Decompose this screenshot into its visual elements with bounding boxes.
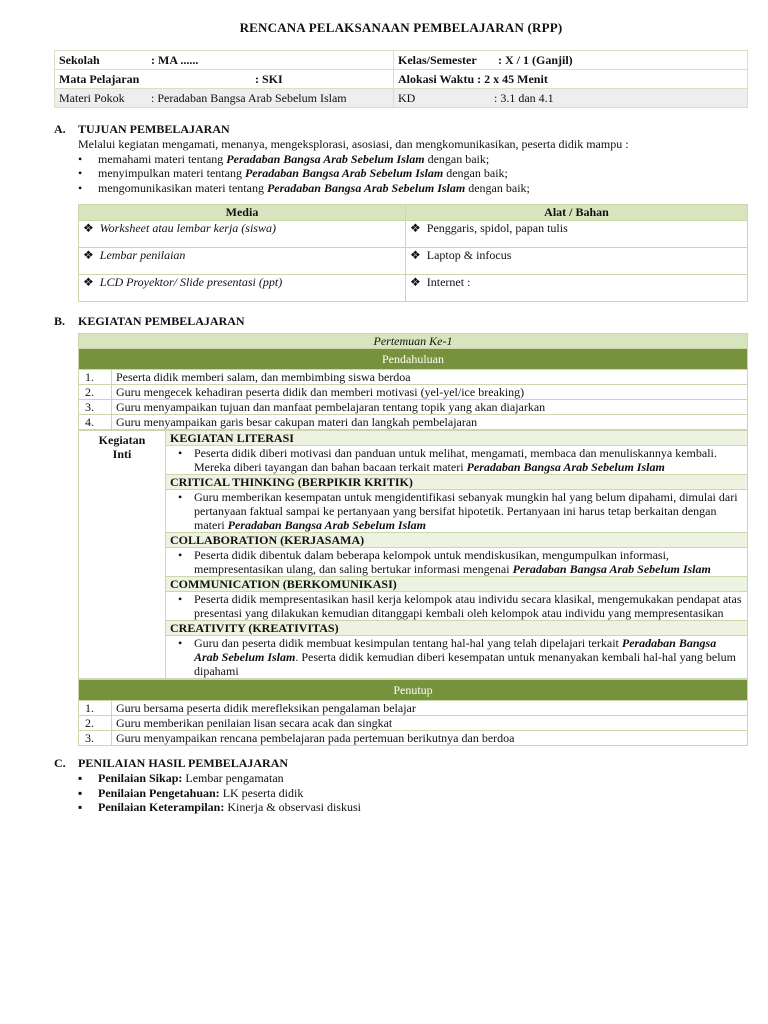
sekolah-value: : MA ...... xyxy=(151,53,199,67)
inti-body xyxy=(166,490,748,533)
section-a-title: TUJUAN PEMBELAJARAN xyxy=(78,122,230,136)
inti-label-line2: Inti xyxy=(112,447,132,461)
kelas-cell xyxy=(394,51,748,70)
table-row xyxy=(79,370,748,385)
alat-text: Internet : xyxy=(426,275,471,289)
info-table xyxy=(54,50,748,108)
tujuan-list xyxy=(54,152,748,196)
row-number: 3. xyxy=(79,731,112,746)
row-text: Peserta didik memberi salam, dan membimbing siswa berdoa xyxy=(112,370,748,385)
inti-text: Peserta didik mempresentasikan hasil kerja kelompok atau individu secara klasikal, mengemukakan pendapat atas presentasi yang dilakukan kemudian ditanggapi kembali oleh kelompok atau individu yang mempresentasikan xyxy=(194,592,742,620)
table-row xyxy=(79,400,748,415)
row-text: Guru bersama peserta didik merefleksikan pengalaman belajar xyxy=(112,701,748,716)
list-item xyxy=(54,800,748,815)
alokasi-label: Alokasi Waktu xyxy=(398,72,475,86)
section-c-title: PENILAIAN HASIL PEMBELAJARAN xyxy=(78,756,289,770)
inti-emphasis: Peradaban Bangsa Arab Sebelum Islam xyxy=(512,562,711,576)
inti-heading: COMMUNICATION (BERKOMUNIKASI) xyxy=(166,577,748,592)
table-row xyxy=(79,701,748,716)
inti-label xyxy=(79,431,166,679)
diamond-icon: ❖ xyxy=(83,221,94,235)
media-text: Worksheet atau lembar kerja (siswa) xyxy=(99,221,276,235)
section-a-letter: A. xyxy=(54,122,66,136)
section-c-letter: C. xyxy=(54,756,66,770)
row-number: 1. xyxy=(79,370,112,385)
item-text: memahami materi tentang xyxy=(98,151,227,166)
inti-text: Guru dan peserta didik membuat kesimpulan tentang hal-hal yang telah dipelajari terkait xyxy=(194,636,622,650)
tujuan-intro: Melalui kegiatan mengamati, menanya, mengeksplorasi, asosiasi, dan mengkomunikasikan, peserta didik mampu : xyxy=(78,137,629,151)
item-text: mengomunikasikan materi tentang xyxy=(98,180,267,195)
row-text: Guru menyampaikan tujuan dan manfaat pembelajaran tentang topik yang akan diajarkan xyxy=(112,400,748,415)
inti-heading: CRITICAL THINKING (BERPIKIR KRITIK) xyxy=(166,475,748,490)
kelas-label: Kelas/Semester xyxy=(398,53,477,67)
row-text: Guru mengecek kehadiran peserta didik dan memberi motivasi (yel-yel/ice breaking) xyxy=(112,385,748,400)
section-b-title: KEGIATAN PEMBELAJARAN xyxy=(78,314,245,328)
sekolah-label: Sekolah xyxy=(59,53,100,67)
diamond-icon: ❖ xyxy=(410,275,421,289)
inti-heading: COLLABORATION (KERJASAMA) xyxy=(166,533,748,548)
table-row xyxy=(79,415,748,430)
row-number: 4. xyxy=(79,415,112,430)
section-a-heading xyxy=(54,122,748,137)
pertemuan-header: Pertemuan Ke-1 xyxy=(79,334,748,349)
mapel-value: : SKI xyxy=(255,72,283,86)
list-item xyxy=(78,166,748,181)
table-row xyxy=(79,731,748,746)
penilaian-value: Lembar pengamatan xyxy=(182,771,284,785)
media-table xyxy=(78,204,748,302)
list-item xyxy=(78,152,748,167)
media-header: Media xyxy=(79,205,406,221)
penutup-header: Penutup xyxy=(79,680,748,701)
inti-body xyxy=(166,446,748,475)
inti-suffix: . Peserta didik kemudian diberi kesempatan untuk menanyakan kembali hal-hal yang belum dipahami xyxy=(194,650,736,678)
row-number: 3. xyxy=(79,400,112,415)
media-cell xyxy=(79,221,406,248)
alokasi-value: : 2 x 45 Menit xyxy=(477,72,548,86)
item-emphasis: Peradaban Bangsa Arab Sebelum Islam xyxy=(226,151,425,166)
diamond-icon: ❖ xyxy=(410,248,421,262)
penutup-table xyxy=(78,679,748,746)
inti-body xyxy=(166,548,748,577)
media-cell xyxy=(79,275,406,302)
inti-text: Peserta didik diberi motivasi dan panduan untuk melihat, mengamati, membaca dan menuliskannya kembali. Mereka diberi tayangan dan bahan bacaan terkait materi xyxy=(194,446,717,474)
alat-text: Penggaris, spidol, papan tulis xyxy=(426,221,568,235)
pendahuluan-header: Pendahuluan xyxy=(79,349,748,370)
inti-body xyxy=(166,636,748,679)
inti-label-line1: Kegiatan xyxy=(98,433,146,447)
inti-table xyxy=(78,430,748,679)
list-item xyxy=(54,771,748,786)
inti-body xyxy=(166,592,748,621)
diamond-icon: ❖ xyxy=(83,275,94,289)
media-text: LCD Proyektor/ Slide presentasi (ppt) xyxy=(99,275,283,289)
materi-cell xyxy=(55,89,394,108)
item-text: menyimpulkan materi tentang xyxy=(98,166,245,180)
list-item xyxy=(54,786,748,801)
kelas-value: : X / 1 (Ganjil) xyxy=(498,53,573,67)
kegiatan-table xyxy=(78,333,748,430)
row-number: 2. xyxy=(79,385,112,400)
penilaian-label: Penilaian Keterampilan: xyxy=(98,800,225,814)
section-c-heading xyxy=(54,756,748,771)
inti-text: Guru memberikan kesempatan untuk mengidentifikasi sebanyak mungkin hal yang belum dipahami, dimulai dari pertanyaan faktual sampai ke pertanyaan yang bersifat hipotetik. Pertanyaan ini harus tetap berkaitan dengan materi xyxy=(194,490,738,532)
table-row xyxy=(79,385,748,400)
diamond-icon: ❖ xyxy=(410,221,421,235)
row-number: 1. xyxy=(79,701,112,716)
row-text: Guru menyampaikan garis besar cakupan materi dan langkah pembelajaran xyxy=(112,415,748,430)
mapel-label: Mata Pelajaran xyxy=(59,72,140,86)
alat-cell xyxy=(406,221,748,248)
item-emphasis: Peradaban Bangsa Arab Sebelum Islam xyxy=(266,180,466,195)
materi-value: : Peradaban Bangsa Arab Sebelum Islam xyxy=(151,91,347,105)
media-cell xyxy=(79,248,406,275)
inti-heading: CREATIVITY (KREATIVITAS) xyxy=(166,621,748,636)
item-suffix: dengan baik; xyxy=(465,180,530,195)
penilaian-value: Kinerja & observasi diskusi xyxy=(224,800,361,814)
penilaian-label: Penilaian Pengetahuan: xyxy=(98,785,220,800)
row-text: Guru menyampaikan rencana pembelajaran pada pertemuan berikutnya dan berdoa xyxy=(112,731,748,746)
diamond-icon: ❖ xyxy=(83,248,94,262)
rpp-document xyxy=(54,20,748,815)
sekolah-cell xyxy=(55,51,394,70)
penilaian-label: Penilaian Sikap: xyxy=(98,771,183,785)
alat-cell xyxy=(406,248,748,275)
inti-emphasis: Peradaban Bangsa Arab Sebelum Islam xyxy=(194,636,717,664)
inti-heading: KEGIATAN LITERASI xyxy=(166,431,748,446)
materi-label: Materi Pokok xyxy=(59,91,125,105)
item-suffix: dengan baik; xyxy=(443,166,508,180)
row-number: 2. xyxy=(79,716,112,731)
item-suffix: dengan baik; xyxy=(424,151,490,166)
table-row xyxy=(79,716,748,731)
kd-label: KD xyxy=(398,91,416,105)
section-b-letter: B. xyxy=(54,314,66,328)
list-item xyxy=(78,181,748,196)
inti-emphasis: Peradaban Bangsa Arab Sebelum Islam xyxy=(227,518,426,532)
document-title: RENCANA PELAKSANAAN PEMBELAJARAN (RPP) xyxy=(239,20,563,35)
media-text: Lembar penilaian xyxy=(99,248,186,262)
inti-text: Peserta didik dibentuk dalam beberapa kelompok untuk mendiskusikan, mengumpulkan informasi, mempresentasikan ulang, dan saling bertukar informasi mengenai xyxy=(194,548,669,576)
mapel-cell xyxy=(55,70,394,89)
penilaian-value: LK peserta didik xyxy=(219,785,304,800)
kd-cell xyxy=(394,89,748,108)
item-emphasis: Peradaban Bangsa Arab Sebelum Islam xyxy=(244,166,444,180)
kd-value: : 3.1 dan 4.1 xyxy=(494,91,554,105)
section-b-heading xyxy=(54,314,748,329)
alat-text: Laptop & infocus xyxy=(426,248,512,262)
alokasi-cell xyxy=(394,70,748,89)
inti-emphasis: Peradaban Bangsa Arab Sebelum Islam xyxy=(466,460,665,474)
alat-header: Alat / Bahan xyxy=(406,205,748,221)
alat-cell xyxy=(406,275,748,302)
row-text: Guru memberikan penilaian lisan secara acak dan singkat xyxy=(112,716,748,731)
